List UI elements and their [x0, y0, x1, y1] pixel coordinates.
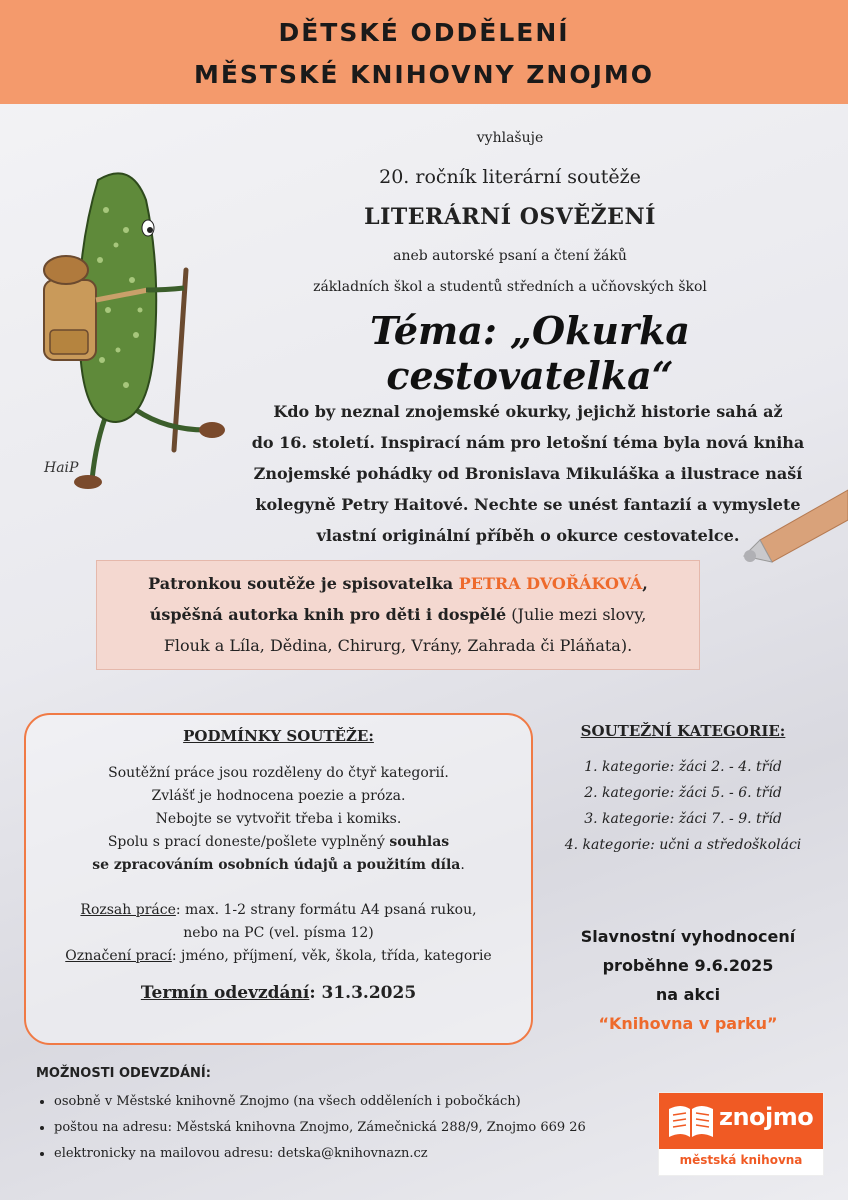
description-line: kolegyně Petry Haitové. Nechte se unést fantazií a vymyslete: [255, 495, 801, 514]
deadline: [26, 982, 531, 1005]
marking-label: Označení prací: [65, 948, 172, 964]
evaluation-block: [548, 922, 828, 1038]
patron-description: úspěšná autorka knih pro děti i dospělé: [149, 605, 507, 624]
consent-bold-2: se zpracováním osobních údajů a použitím díla: [92, 857, 461, 873]
consent-line-2: [26, 854, 531, 877]
evaluation-line-2: proběhne 9.6.2025: [602, 956, 774, 975]
conditions-title: PODMÍNKY SOUTĚŽE:: [183, 727, 374, 745]
patron-line-1: [97, 568, 699, 599]
scope-text: : max. 1-2 strany formátu A4 psaná rukou,: [175, 902, 477, 918]
description-line: Znojemské pohádky od Bronislava Mikuláška a ilustrace naší: [253, 464, 803, 483]
logo-banner: [659, 1093, 823, 1149]
patron-box: [96, 560, 700, 670]
marking-line: [26, 945, 531, 968]
consent-line: [26, 831, 531, 854]
description-line: do 16. století. Inspirací nám pro letošní téma byla nová kniha: [251, 433, 805, 452]
category-item: 1. kategorie: žáci 2. - 4. tříd: [584, 759, 782, 775]
conditions-box: [24, 713, 533, 1045]
patron-line-2: [97, 599, 699, 630]
submission-title: MOŽNOSTI ODEVZDÁNÍ:: [36, 1066, 211, 1081]
library-logo: [658, 1092, 824, 1176]
description-line: Kdo by neznal znojemské okurky, jejichž historie sahá až: [273, 402, 783, 421]
marking-text: : jméno, příjmení, věk, škola, třída, kategorie: [171, 948, 492, 964]
pickle-traveller-illustration: [36, 160, 236, 500]
patron-books-start: (Julie mezi slovy,: [506, 605, 647, 624]
category-item: 4. kategorie: učni a středoškoláci: [564, 837, 802, 853]
illustrator-signature: HaiP: [44, 460, 79, 476]
deadline-label: Termín odevzdání: [140, 983, 310, 1003]
header-line-1: DĚTSKÉ ODDĚLENÍ: [278, 18, 570, 47]
consent-prefix: Spolu s prací doneste/pošlete vyplněný: [107, 834, 390, 850]
submission-item: • elektronicky na mailovou adresu: detska@knihovnazn.cz: [54, 1141, 636, 1167]
header-line-2: MĚSTSKÉ KNIHOVNY ZNOJMO: [193, 60, 655, 89]
evaluation-line-3: na akci: [655, 985, 721, 1004]
deadline-value: : 31.3.2025: [309, 983, 417, 1003]
scope-label: Rozsah práce: [80, 902, 176, 918]
submission-block: [36, 1066, 636, 1167]
logo-subtitle: městská knihovna: [679, 1153, 803, 1167]
categories-title: SOUTEŽNÍ KATEGORIE:: [580, 722, 786, 740]
description-line: vlastní originální příběh o okurce cestovatelce.: [316, 526, 740, 545]
submission-list: [36, 1089, 636, 1167]
patron-prefix: Patronkou soutěže je spisovatelka: [148, 574, 459, 593]
announces-text: vyhlašuje: [476, 130, 544, 146]
patron-comma: ,: [642, 574, 648, 593]
submission-item: • osobně v Městské knihovně Znojmo (na všech odděleních i pobočkách): [54, 1089, 636, 1115]
conditions-line: Zvlášť je hodnocena poezie a próza.: [151, 788, 406, 804]
subtitle-line-1: aneb autorské psaní a čtení žáků: [393, 248, 627, 264]
theme-title: Téma: „Okurka cestovatelka“: [369, 308, 691, 398]
patron-name: PETRA DVOŘÁKOVÁ: [458, 574, 643, 593]
category-item: 2. kategorie: žáci 5. - 6. tříd: [584, 785, 782, 801]
open-book-icon: [667, 1103, 715, 1141]
category-item: 3. kategorie: žáci 7. - 9. tříd: [584, 811, 782, 827]
consent-end: .: [460, 857, 465, 873]
event-name: “Knihovna v parku”: [598, 1014, 778, 1033]
header-banner: [0, 0, 848, 104]
consent-bold: souhlas: [389, 834, 450, 850]
edition-text: 20. ročník literární soutěže: [379, 166, 641, 188]
subtitle-line-2: základních škol a studentů středních a učňovských škol: [313, 279, 707, 295]
evaluation-line-1: Slavnostní vyhodnocení: [580, 927, 796, 946]
categories-block: [548, 722, 818, 858]
scope-line: [26, 899, 531, 922]
patron-books-end: Flouk a Líla, Dědina, Chirurg, Vrány, Zahrada či Pláňata).: [163, 636, 633, 655]
description-block: [228, 396, 828, 551]
submission-item: • poštou na adresu: Městská knihovna Znojmo, Zámečnická 288/9, Znojmo 669 26: [54, 1115, 636, 1141]
logo-word: znojmo: [719, 1103, 814, 1131]
scope-line-2: nebo na PC (vel. písma 12): [183, 925, 374, 941]
contest-name: LITERÁRNÍ OSVĚŽENÍ: [364, 204, 656, 230]
conditions-line: Nebojte se vytvořit třeba i komiks.: [155, 811, 402, 827]
conditions-line: Soutěžní práce jsou rozděleny do čtyř kategorií.: [108, 765, 449, 781]
